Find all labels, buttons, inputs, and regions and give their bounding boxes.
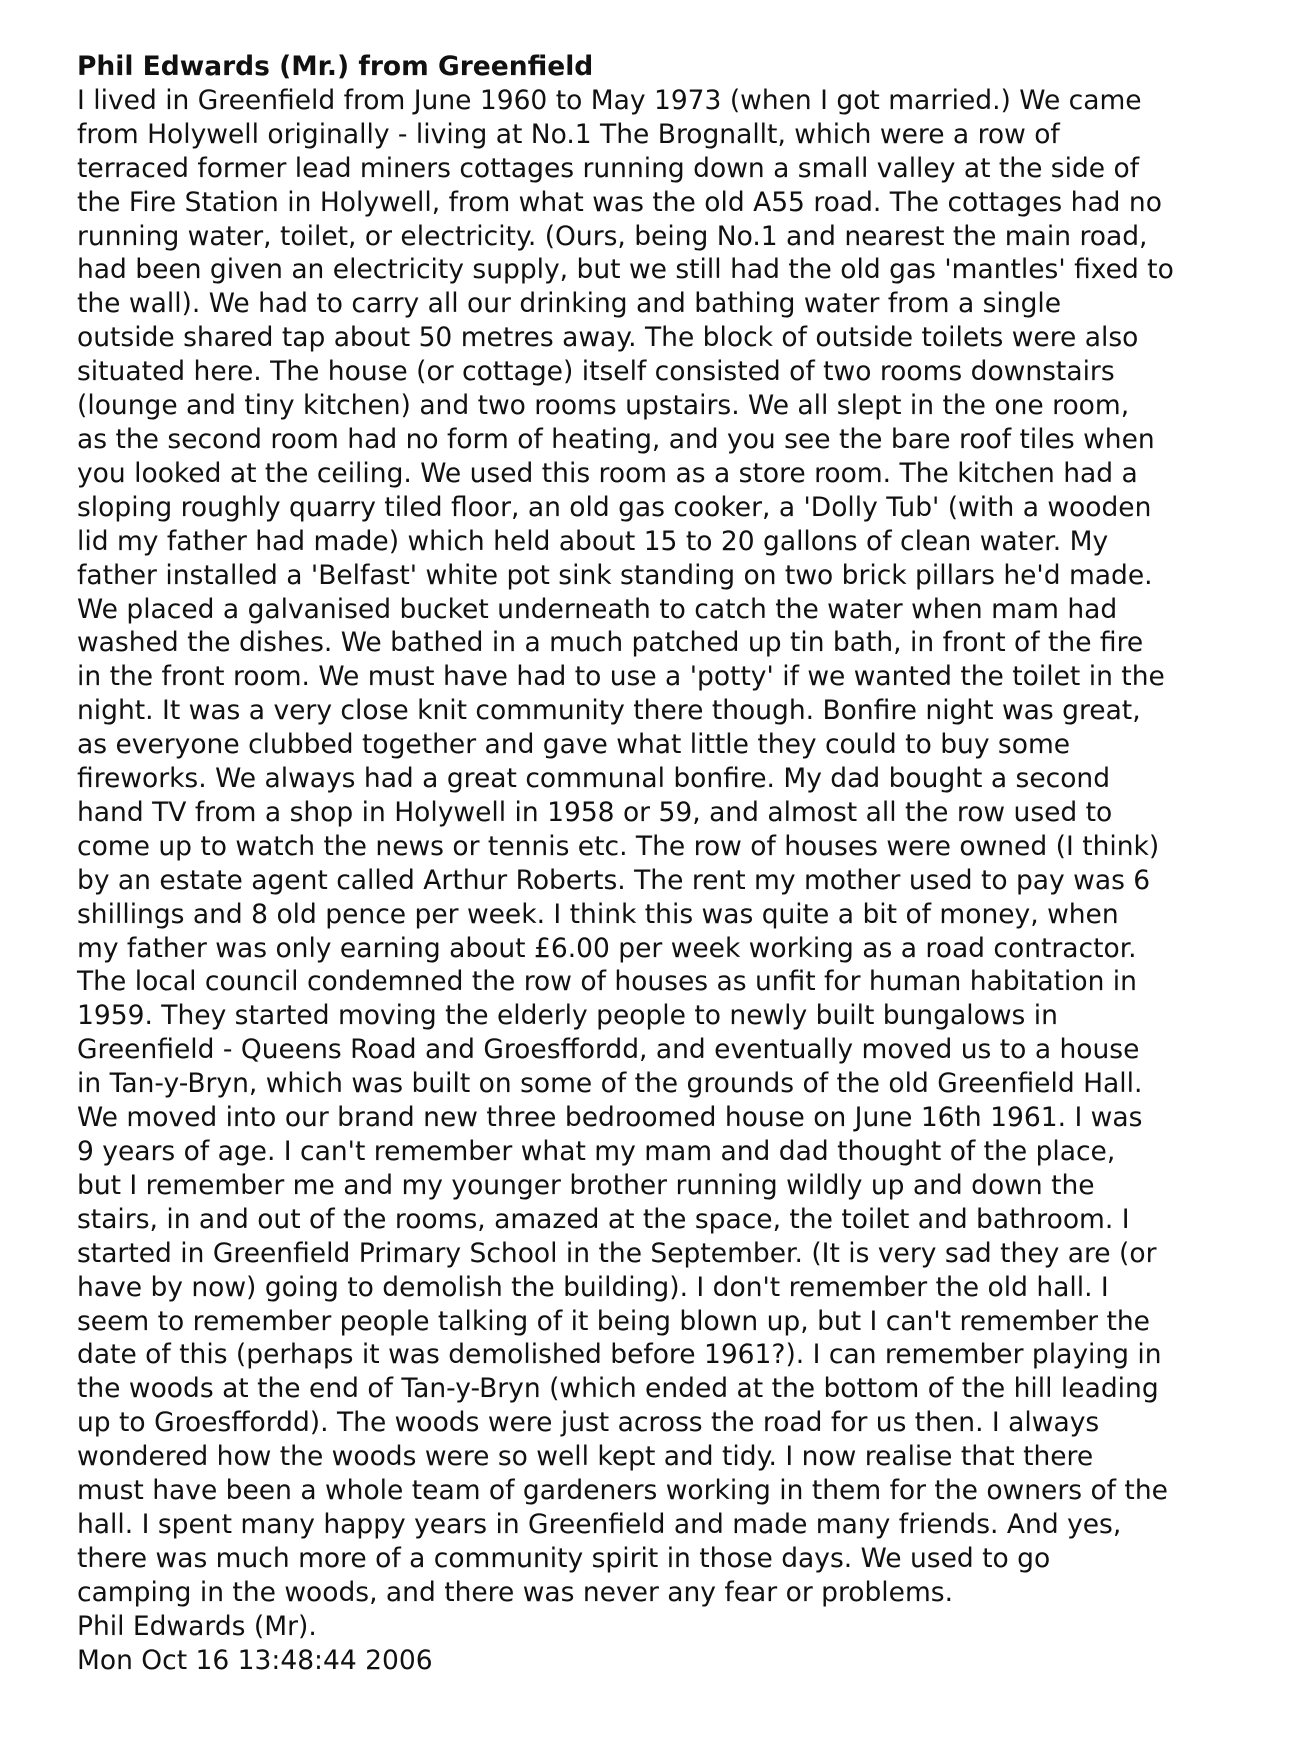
body-line: must have been a whole team of gardeners working in them for the owners of the xyxy=(77,1475,1168,1507)
document-title: Phil Edwards (Mr.) from Greenfield xyxy=(77,51,594,82)
body-line: wondered how the woods were so well kept and tidy. I now realise that there xyxy=(77,1441,1094,1473)
body-line: seem to remember people talking of it being blown up, but I can't remember the xyxy=(77,1305,1150,1337)
body-line: the woods at the end of Tan-y-Bryn (which ended at the bottom of the hill leading xyxy=(77,1373,1159,1405)
body-line: washed the dishes. We bathed in a much patched up tin bath, in front of the fire xyxy=(77,627,1144,659)
body-line: the wall). We had to carry all our drinking and bathing water from a single xyxy=(77,288,1062,320)
body-line: but I remember me and my younger brother running wildly up and down the xyxy=(77,1169,1095,1201)
body-line: from Holywell originally - living at No.1 The Brognallt, which were a row of xyxy=(77,118,1060,150)
body-line: lid my father had made) which held about 15 to 20 gallons of clean water. My xyxy=(77,525,1109,557)
body-line: fireworks. We always had a great communal bonfire. My dad bought a second xyxy=(77,763,1111,795)
body-line: terraced former lead miners cottages running down a small valley at the side of xyxy=(77,152,1140,184)
body-line: sloping roughly quarry tiled floor, an old gas cooker, a 'Dolly Tub' (with a wooden xyxy=(77,491,1152,523)
body-line: stairs, in and out of the rooms, amazed at the space, the toilet and bathroom. I xyxy=(77,1203,1130,1235)
body-line: have by now) going to demolish the building). I don't remember the old hall. I xyxy=(77,1271,1109,1303)
body-line: by an estate agent called Arthur Roberts. The rent my mother used to pay was 6 xyxy=(77,864,1151,896)
body-line: running water, toilet, or electricity. (Ours, being No.1 and nearest the main road, xyxy=(77,220,1148,252)
body-line: in Tan-y-Bryn, which was built on some of the grounds of the old Greenfield Hall. xyxy=(77,1068,1143,1100)
body-line: come up to watch the news or tennis etc. The row of houses were owned (I think) xyxy=(77,830,1160,862)
body-line: had been given an electricity supply, but we still had the old gas 'mantles' fixed to xyxy=(77,254,1174,286)
body-line: hand TV from a shop in Holywell in 1958 or 59, and almost all the row used to xyxy=(77,796,1113,828)
body-line: We placed a galvanised bucket underneath to catch the water when mam had xyxy=(77,593,1118,625)
body-line: you looked at the ceiling. We used this room as a store room. The kitchen had a xyxy=(77,457,1138,489)
document-page xyxy=(77,50,1257,1678)
body-line: there was much more of a community spirit in those days. We used to go xyxy=(77,1542,1051,1574)
body-line: 1959. They started moving the elderly people to newly built bungalows in xyxy=(77,1000,1058,1032)
body-line: The local council condemned the row of houses as unfit for human habitation in xyxy=(77,966,1137,998)
body-line: outside shared tap about 50 metres away. The block of outside toilets were also xyxy=(77,322,1139,354)
document-body xyxy=(77,84,1257,1610)
body-line: hall. I spent many happy years in Greenfield and made many friends. And yes, xyxy=(77,1508,1122,1540)
body-line: I lived in Greenfield from June 1960 to May 1973 (when I got married.) We came xyxy=(77,84,1142,116)
body-line: situated here. The house (or cottage) itself consisted of two rooms downstairs xyxy=(77,356,1115,388)
body-line: shillings and 8 old pence per week. I think this was quite a bit of money, when xyxy=(77,898,1119,930)
body-line: as the second room had no form of heating, and you see the bare roof tiles when xyxy=(77,423,1155,455)
signature: Phil Edwards (Mr). xyxy=(77,1610,317,1642)
body-line: my father was only earning about £6.00 per week working as a road contractor. xyxy=(77,932,1137,964)
timestamp: Mon Oct 16 13:48:44 2006 xyxy=(77,1644,433,1676)
body-line: Greenfield - Queens Road and Groesffordd, and eventually moved us to a house xyxy=(77,1034,1140,1066)
body-line: started in Greenfield Primary School in the September. (It is very sad they are (or xyxy=(77,1237,1157,1269)
body-line: (lounge and tiny kitchen) and two rooms upstairs. We all slept in the one room, xyxy=(77,390,1130,422)
body-line: date of this (perhaps it was demolished before 1961?). I can remember playing in xyxy=(77,1339,1162,1371)
body-line: up to Groesffordd). The woods were just across the road for us then. I always xyxy=(77,1407,1100,1439)
body-line: the Fire Station in Holywell, from what was the old A55 road. The cottages had no xyxy=(77,186,1162,218)
body-line: in the front room. We must have had to use a 'potty' if we wanted the toilet in the xyxy=(77,661,1165,693)
body-line: night. It was a very close knit community there though. Bonfire night was great, xyxy=(77,695,1141,727)
body-line: We moved into our brand new three bedroomed house on June 16th 1961. I was xyxy=(77,1102,1143,1134)
body-line: as everyone clubbed together and gave what little they could to buy some xyxy=(77,729,1071,761)
body-line: camping in the woods, and there was never any fear or problems. xyxy=(77,1576,954,1608)
body-line: father installed a 'Belfast' white pot sink standing on two brick pillars he'd made. xyxy=(77,559,1153,591)
body-line: 9 years of age. I can't remember what my mam and dad thought of the place, xyxy=(77,1136,1116,1167)
